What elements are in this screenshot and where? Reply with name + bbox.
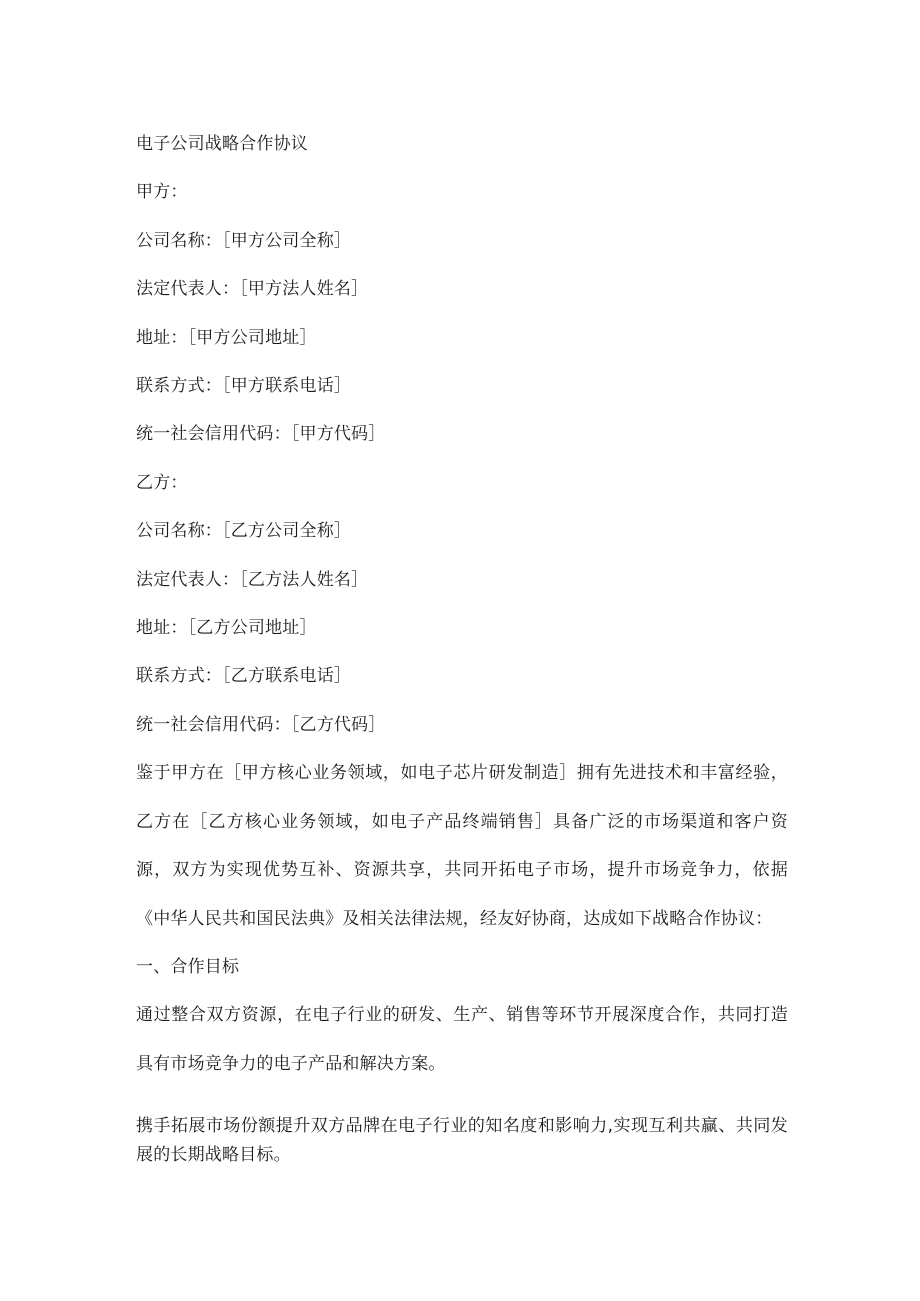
party-b-credit-code: 统一社会信用代码：［乙方代码］ xyxy=(136,714,386,735)
party-a-legal-rep: 法定代表人：［甲方法人姓名］ xyxy=(136,279,369,300)
party-a-contact: 联系方式：［甲方联系电话］ xyxy=(136,376,352,397)
party-a-credit-code: 统一社会信用代码：［甲方代码］ xyxy=(136,424,386,445)
section-1-paragraph-2: 携手拓展市场份额提升双方品牌在电子行业的知名度和影响力,实现互利共赢、共同发展的长期战略目标。 xyxy=(136,1116,788,1166)
preamble-paragraph: 鉴于甲方在［甲方核心业务领域，如电子芯片研发制造］拥有先进技术和丰富经验，乙方在［乙方核心业务领域，如电子产品终端销售］具备广泛的市场渠道和客户资源，双方为实现优势互补、资源共享，共同开拓电子市场，提升市场竞争力，依据《中华人民共和国民法典》及相关法律法规，经友好协商，达成如下战略合作协议： xyxy=(136,763,788,929)
party-b-legal-rep: 法定代表人：［乙方法人姓名］ xyxy=(136,569,369,590)
party-b-address: 地址：［乙方公司地址］ xyxy=(136,618,317,639)
party-a-address: 地址：［甲方公司地址］ xyxy=(136,327,317,348)
document-body xyxy=(136,120,788,1170)
section-1-paragraph-1: 通过整合双方资源，在电子行业的研发、生产、销售等环节开展深度合作，共同打造具有市场竞争力的电子产品和解决方案。 xyxy=(136,1005,788,1074)
party-b-company-name: 公司名称：［乙方公司全称］ xyxy=(136,521,352,542)
party-a-company-name: 公司名称：［甲方公司全称］ xyxy=(136,230,352,251)
section-1-heading: 一、合作目标 xyxy=(136,956,240,977)
party-a-heading: 甲方： xyxy=(136,182,188,203)
party-b-contact: 联系方式：［乙方联系电话］ xyxy=(136,666,352,687)
document-title: 电子公司战略合作协议 xyxy=(136,134,308,154)
party-b-heading: 乙方： xyxy=(136,472,188,493)
